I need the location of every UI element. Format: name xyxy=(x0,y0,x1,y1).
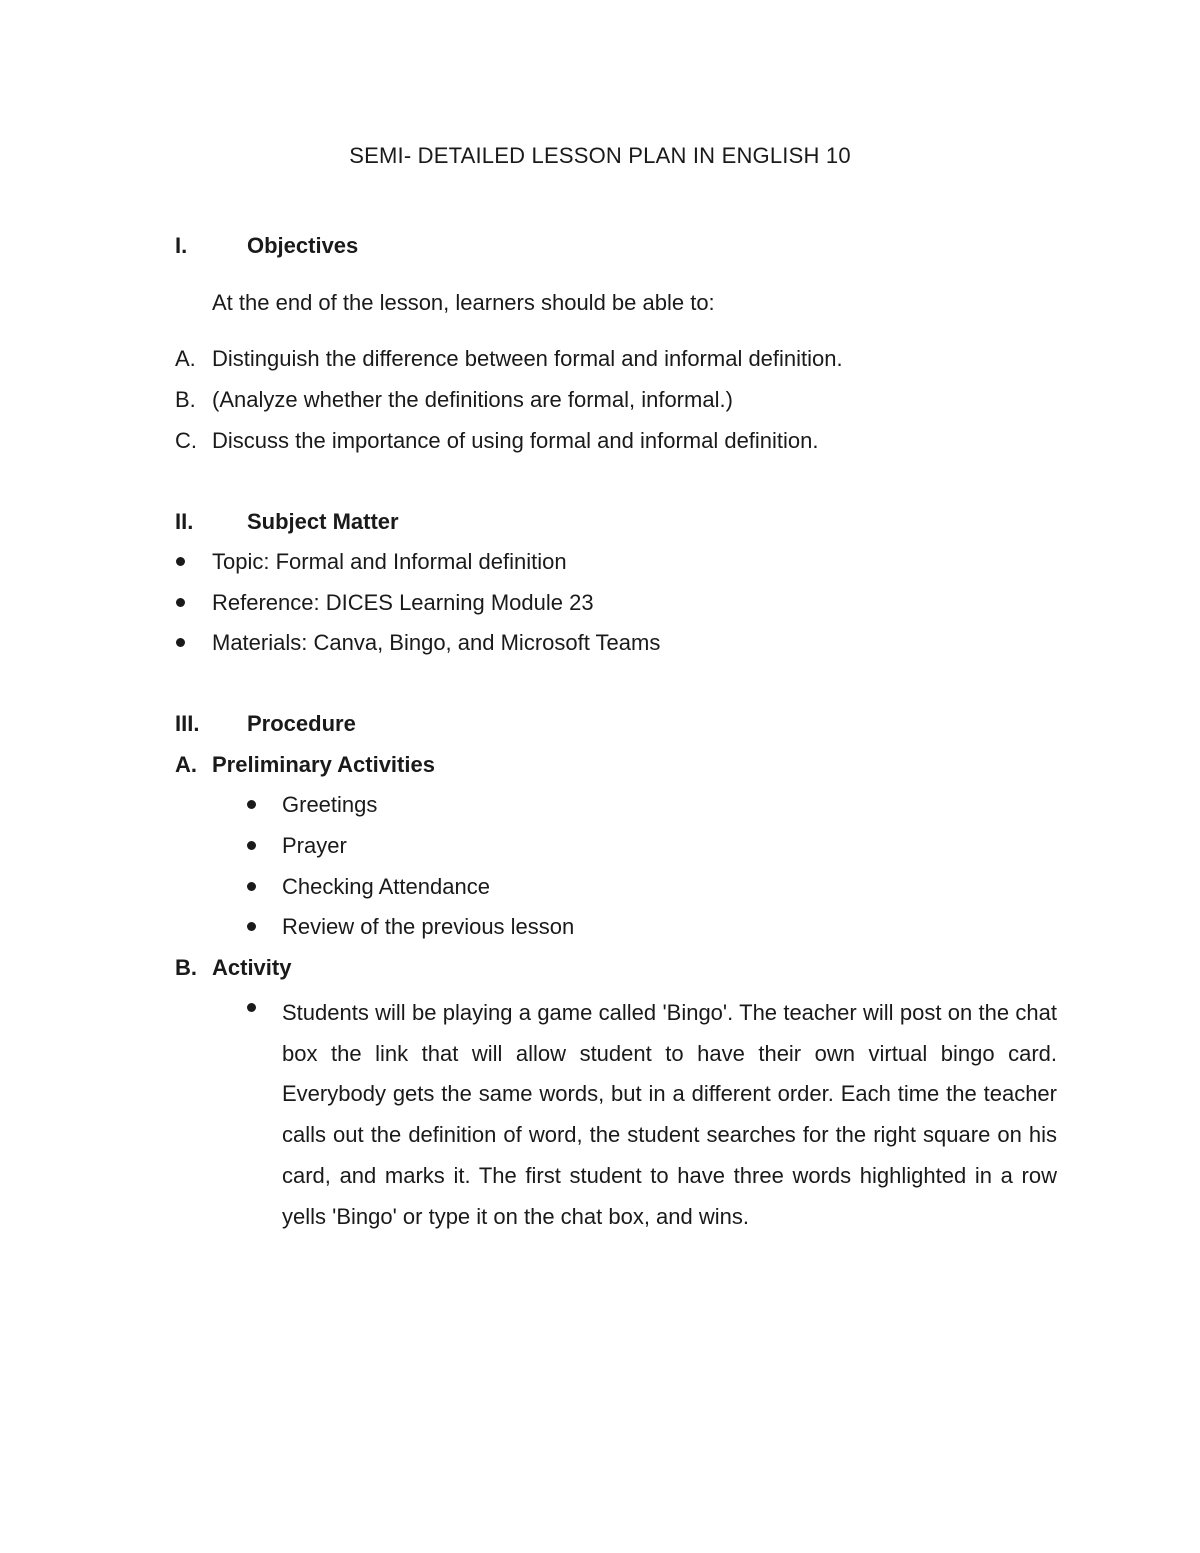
preliminary-item-review: Review of the previous lesson xyxy=(282,914,575,939)
bullet-icon xyxy=(247,922,256,931)
section-heading-objectives: Objectives xyxy=(247,233,359,258)
bullet-icon xyxy=(176,557,185,566)
preliminary-item-attendance: Checking Attendance xyxy=(282,874,490,899)
objective-text-c: Discuss the importance of using formal and informal definition. xyxy=(212,428,819,453)
objective-letter-a: A. xyxy=(175,346,196,371)
preliminary-item-prayer: Prayer xyxy=(282,833,347,858)
section-heading-subject-matter: Subject Matter xyxy=(247,509,399,534)
section-numeral-objectives: I. xyxy=(175,233,188,258)
objective-letter-b: B. xyxy=(175,387,196,412)
objective-text-b: (Analyze whether the definitions are formal, informal.) xyxy=(212,387,733,412)
bullet-icon xyxy=(247,800,256,809)
bullet-icon xyxy=(176,598,185,607)
subject-item-reference: Reference: DICES Learning Module 23 xyxy=(212,590,594,615)
section-numeral-subject-matter: II. xyxy=(175,509,194,534)
objective-letter-c: C. xyxy=(175,428,197,453)
subject-item-materials: Materials: Canva, Bingo, and Microsoft Teams xyxy=(212,630,661,655)
document-title: SEMI- DETAILED LESSON PLAN IN ENGLISH 10 xyxy=(349,143,851,168)
objectives-intro: At the end of the lesson, learners should be able to: xyxy=(212,290,715,315)
subject-item-topic: Topic: Formal and Informal definition xyxy=(212,549,567,574)
bullet-icon xyxy=(247,1003,256,1012)
bullet-icon xyxy=(247,882,256,891)
bullet-icon xyxy=(176,638,185,647)
section-numeral-procedure: III. xyxy=(175,711,200,736)
procedure-heading-preliminary: Preliminary Activities xyxy=(212,752,435,777)
procedure-heading-activity: Activity xyxy=(212,955,292,980)
procedure-letter-b: B. xyxy=(175,955,197,980)
objective-text-a: Distinguish the difference between formal and informal definition. xyxy=(212,346,843,371)
bullet-icon xyxy=(247,841,256,850)
activity-description: Students will be playing a game called 'Bingo'. The teacher will post on the chat box the link that will allow student to have their own virtual bingo card. Everybody gets the same words, but in a different order. Each time the teacher calls out the definition of word, the student searches for the right square on his card, and marks it. The first student to have three words highlighted in a row yells 'Bingo' or type it on the chat box, and wins. xyxy=(282,1000,1057,1229)
section-heading-procedure: Procedure xyxy=(247,711,356,736)
preliminary-item-greetings: Greetings xyxy=(282,792,378,817)
procedure-letter-a: A. xyxy=(175,752,197,777)
